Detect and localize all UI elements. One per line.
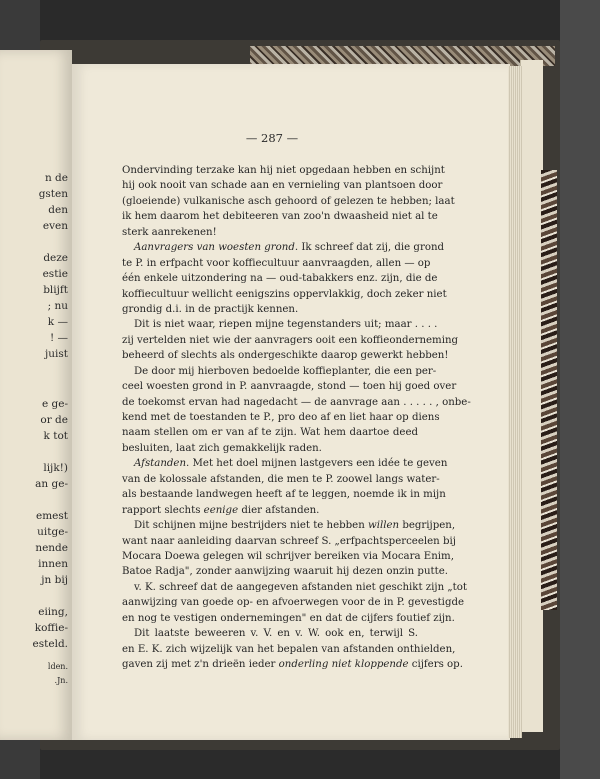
text-line xyxy=(122,657,463,672)
text-segment: aanwijzing van goede op- en afvoerwegen voor de in P. gevestigde xyxy=(122,597,465,609)
back-cover-edge xyxy=(520,60,543,732)
left-page-fragment: blijft xyxy=(43,284,68,296)
text-segment: Ik schreef dat zij, die grond xyxy=(298,242,445,254)
text-segment: sterk aanrekenen! xyxy=(122,226,217,238)
left-page-fragment: esteld. xyxy=(32,638,68,650)
text-segment: begrijpen, xyxy=(399,520,456,532)
text-line xyxy=(122,379,457,394)
text-segment: kend met de toestanden te P., pro deo af en liet haar op diens xyxy=(122,412,440,423)
text-line xyxy=(122,595,465,610)
text-segment: De door mij hierboven bedoelde koffieplanter, die een per- xyxy=(134,365,437,377)
text-line xyxy=(122,317,438,332)
left-page-fragment: e ge- xyxy=(41,398,68,410)
text-segment: Dit laatste beweeren v. V. en v. W. ook en, terwijl S. xyxy=(134,628,418,640)
left-page-fragment: k tot xyxy=(43,430,68,442)
text-line xyxy=(122,534,456,549)
left-page-fragment: eiing, xyxy=(38,606,68,618)
text-line xyxy=(122,456,448,471)
page-number: — 287 — xyxy=(245,131,299,145)
text-line xyxy=(122,271,438,286)
left-page-fragment: or de xyxy=(40,414,68,426)
text-line xyxy=(122,194,455,209)
text-segment: Mocara Doewa gelegen wil schrijver bereiken via Mocara Enim, xyxy=(122,550,454,562)
left-page-fragment: lden. xyxy=(47,662,68,671)
text-line xyxy=(122,549,454,564)
text-line xyxy=(122,302,418,317)
text-line xyxy=(122,441,418,456)
text-segment: Batoe Radja", zonder aanwijzing waaruit hij dezen onzin putte. xyxy=(122,566,448,578)
text-line xyxy=(122,487,446,502)
left-page-fragment: deze xyxy=(43,252,68,264)
text-line xyxy=(122,626,418,641)
text-line xyxy=(122,163,445,178)
text-line xyxy=(122,287,447,302)
left-page-fragment: .Jn. xyxy=(54,676,68,685)
body-text xyxy=(122,163,471,672)
text-segment: van de kolossale afstanden, die men te P. zoowel langs water- xyxy=(122,473,440,485)
background-right xyxy=(560,0,600,779)
text-segment: v. K. schreef dat de aangegeven afstanden niet geschikt zijn „tot xyxy=(134,581,467,593)
italic-text: onderling niet kloppende xyxy=(278,659,409,670)
left-page-fragment: koffie- xyxy=(34,622,68,634)
left-page-fragment: an ge- xyxy=(35,478,68,490)
left-page-fragment: n de xyxy=(44,172,68,184)
text-segment: en nog te vestigen ondernemingen" en dat de cijfers foutief zijn. xyxy=(122,612,455,624)
text-line xyxy=(122,256,431,271)
text-segment: besluiten, laat zich gemakkelijk raden. xyxy=(122,442,322,454)
text-segment: Dit is niet waar, riepen mijne tegenstanders uit; maar . . . . xyxy=(134,319,438,331)
left-page-fragment: even xyxy=(42,220,68,232)
text-segment: Dit schijnen mijne bestrijders niet te hebben xyxy=(134,520,369,532)
text-line xyxy=(122,425,418,440)
text-segment: (gloeiende) vulkanische asch gehoord of gelezen te hebben; laat xyxy=(122,195,455,207)
text-line xyxy=(122,348,449,363)
left-page-fragment: innen xyxy=(38,558,68,570)
left-page-fragment: nende xyxy=(35,542,68,554)
text-segment: dier afstanden. xyxy=(238,504,320,516)
text-segment: zij vertelden niet wie der aanvragers ooit een koffieonderneming xyxy=(122,334,459,346)
left-page-fragment: gsten xyxy=(38,188,68,200)
left-page-fragment: ; nu xyxy=(47,300,68,312)
left-page-fragment: ! — xyxy=(49,332,68,344)
text-segment: ceel woesten grond in P. aanvraagde, stond — toen hij goed over xyxy=(122,381,457,393)
left-page-fragment: estie xyxy=(42,268,68,280)
text-segment: één enkele uitzondering na — oud-tabakkers enz. zijn, die de xyxy=(122,273,438,285)
text-line xyxy=(122,225,418,240)
text-line xyxy=(122,410,440,425)
left-page-fragment: lijk!) xyxy=(43,462,68,474)
text-segment: hij ook nooit van schade aan en vernieling van plantsoen door xyxy=(122,180,443,192)
left-page-fragment: den xyxy=(48,204,68,216)
text-line xyxy=(122,518,456,533)
text-line xyxy=(122,564,448,579)
text-line xyxy=(122,580,467,595)
text-segment: en E. K. zich wijzelijk van het bepalen van afstanden onthielden, xyxy=(122,643,456,655)
text-line xyxy=(122,240,445,255)
text-segment: de toekomst ervan had nagedacht — de aanvrage aan . . . . . , onbe- xyxy=(122,396,471,408)
left-page-fragment: emest xyxy=(36,510,68,522)
text-line xyxy=(122,395,471,410)
text-line xyxy=(122,364,437,379)
left-page-fragment: juist xyxy=(45,348,68,360)
text-segment: beheerd of slechts als ondergeschikte daarop gewerkt hebben! xyxy=(122,350,449,362)
italic-text: Afstanden. xyxy=(134,458,190,470)
text-line xyxy=(122,503,418,518)
text-line xyxy=(122,472,440,487)
text-line xyxy=(122,642,456,657)
left-page-fragment: jn bij xyxy=(41,574,68,586)
marbled-cover-edge xyxy=(250,46,555,66)
text-segment: naam stellen om er van af te zijn. Wat hem daartoe deed xyxy=(122,427,418,439)
left-page-fragment: k — xyxy=(47,316,68,328)
text-segment: cijfers op. xyxy=(408,659,463,670)
text-line xyxy=(122,209,438,224)
text-segment: te P. in erfpacht voor koffiecultuur aanvraagden, allen — op xyxy=(122,257,431,269)
text-segment: rapport slechts xyxy=(122,504,204,516)
marbled-spine xyxy=(541,170,557,610)
text-segment: ik hem daarom het debiteeren van zoo'n dwaasheid niet al te xyxy=(122,211,438,223)
text-segment: grondig d.i. in de practijk kennen. xyxy=(122,303,299,315)
italic-text: Aanvragers van woesten grond. xyxy=(134,242,299,254)
text-line xyxy=(122,178,443,193)
text-segment: als bestaande landwegen heeft af te leggen, noemde ik in mijn xyxy=(122,489,446,501)
text-segment: Met het doel mijnen lastgevers een idée te geven xyxy=(189,458,448,470)
text-segment: gaven zij met z'n drieën ieder xyxy=(122,659,279,670)
italic-text: willen xyxy=(368,520,400,532)
left-page-fragment: uitge- xyxy=(37,526,68,538)
text-segment: want naar aanleiding daarvan schreef S. „erfpachtsperceelen bij xyxy=(122,535,456,547)
text-line xyxy=(122,333,459,348)
page-edges xyxy=(508,66,522,738)
italic-text: eenige xyxy=(203,504,239,516)
text-segment: Ondervinding terzake kan hij niet opgedaan hebben en schijnt xyxy=(122,165,445,176)
left-page xyxy=(0,50,72,740)
text-line xyxy=(122,611,455,626)
text-segment: koffiecultuur wellicht eenigszins oppervlakkig, doch zeker niet xyxy=(122,288,447,300)
